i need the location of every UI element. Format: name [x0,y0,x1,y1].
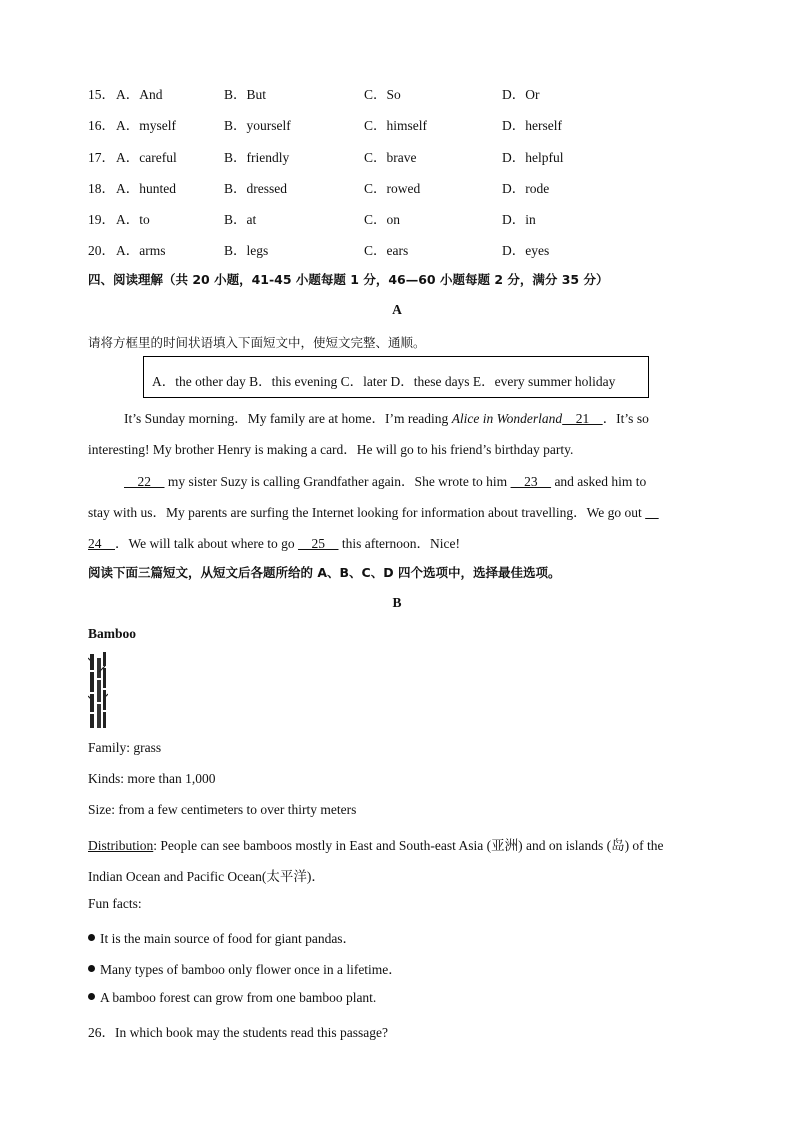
distribution-text: : People can see bamboos mostly in East and South-east Asia (亚洲) and on islands (岛) of the [153,838,664,853]
bamboo-distribution-cont: Indian Ocean and Pacific Ocean(太平洋)． [88,869,325,884]
passage-text: It’s Sunday morning．My family are at home．I’m reading [124,411,452,426]
question-number: 20． [88,243,115,258]
passage-title: Bamboo [88,626,137,641]
option-b: B．But [224,87,267,102]
option-a: A．to [116,212,150,227]
question-number: 16． [88,118,115,133]
option-c: C．ears [364,243,409,258]
option-c: C．brave [364,150,417,165]
option-a: A．And [116,87,163,102]
question-number: 18． [88,181,115,196]
question-number: 19． [88,212,115,227]
option-d: D．eyes [502,243,550,258]
option-d: D．rode [502,181,550,196]
bullet-icon [88,993,95,1000]
option-d: D．Or [502,87,540,102]
blank-22: 22 [124,474,165,489]
option-c: C．himself [364,118,427,133]
passage-line-4 [88,501,659,521]
passage-line-2: interesting! My brother Henry is making a card．He will go to his friend’s birthday party. [88,442,574,457]
fact-text: It is the main source of food for giant pandas． [100,931,357,946]
bamboo-kinds: Kinds: more than 1,000 [88,771,216,786]
option-b: B．yourself [224,118,291,133]
option-c: C．So [364,87,401,102]
option-b: B．legs [224,243,269,258]
passage-text: ．We will talk about where to go [115,536,298,551]
distribution-label: Distribution [88,838,154,853]
word-box-text: A．the other day B．this evening C．later D．these days E．every summer holiday [152,374,616,389]
option-d: D．helpful [502,150,564,165]
fact-text: Many types of bamboo only flower once in a lifetime． [100,962,402,977]
passage-text: stay with us．My parents are surfing the Internet looking for information about travelling．We go out [88,505,646,520]
bamboo-distribution [88,834,664,854]
passage-line-3 [124,470,646,490]
book-title: Alice in Wonderland [451,411,563,426]
option-c: C．on [364,212,401,227]
option-b: B．at [224,212,257,227]
option-a: A．careful [116,150,177,165]
bamboo-size: Size: from a few centimeters to over thirty meters [88,802,357,817]
blank-25: 25 [298,536,339,551]
option-a: A．hunted [116,181,176,196]
passage-line-1 [124,407,649,427]
blank-23: 23 [510,474,552,489]
option-a: A．myself [116,118,176,133]
section-heading: 四、阅读理解（共 20 小题，41-45 小题每题 1 分，46—60 小题每题 2 分，满分 35 分） [88,272,609,287]
part-a-label: A [392,302,402,317]
bullet-icon [88,965,95,972]
question-number: 15． [88,87,115,102]
option-d: D．herself [502,118,562,133]
fact-item [88,990,376,1006]
question-26: 26．In which book may the students read this passage? [88,1025,388,1040]
blank-24-start [645,505,659,520]
fact-text: A bamboo forest can grow from one bamboo plant. [100,990,377,1005]
bamboo-image [88,652,108,730]
question-number: 17． [88,150,115,165]
option-c: C．rowed [364,181,421,196]
passage-line-5 [88,532,460,552]
option-b: B．friendly [224,150,290,165]
passage-text: and asked him to [551,474,647,489]
option-a: A．arms [116,243,166,258]
part-b-label: B [392,595,402,610]
fact-item [88,927,356,947]
part-a-instruction: 请将方框里的时间状语填入下面短文中，使短文完整、通顺。 [88,335,426,350]
fact-item [88,958,402,978]
fun-facts-label: Fun facts: [88,896,142,911]
blank-24: 24 [88,536,115,551]
option-d: D．in [502,212,536,227]
blank-21: 21 [562,411,603,426]
reading-instruction: 阅读下面三篇短文，从短文后各题所给的 A、B、C、D 四个选项中，选择最佳选项。 [88,565,561,580]
passage-text: my sister Suzy is calling Grandfather again．She wrote to him [164,474,511,489]
bullet-icon [88,934,95,941]
passage-text: this afternoon．Nice! [338,536,460,551]
passage-text: ．It’s so [602,411,649,426]
bamboo-family: Family: grass [88,740,162,755]
option-b: B．dressed [224,181,287,196]
word-box [143,356,649,398]
